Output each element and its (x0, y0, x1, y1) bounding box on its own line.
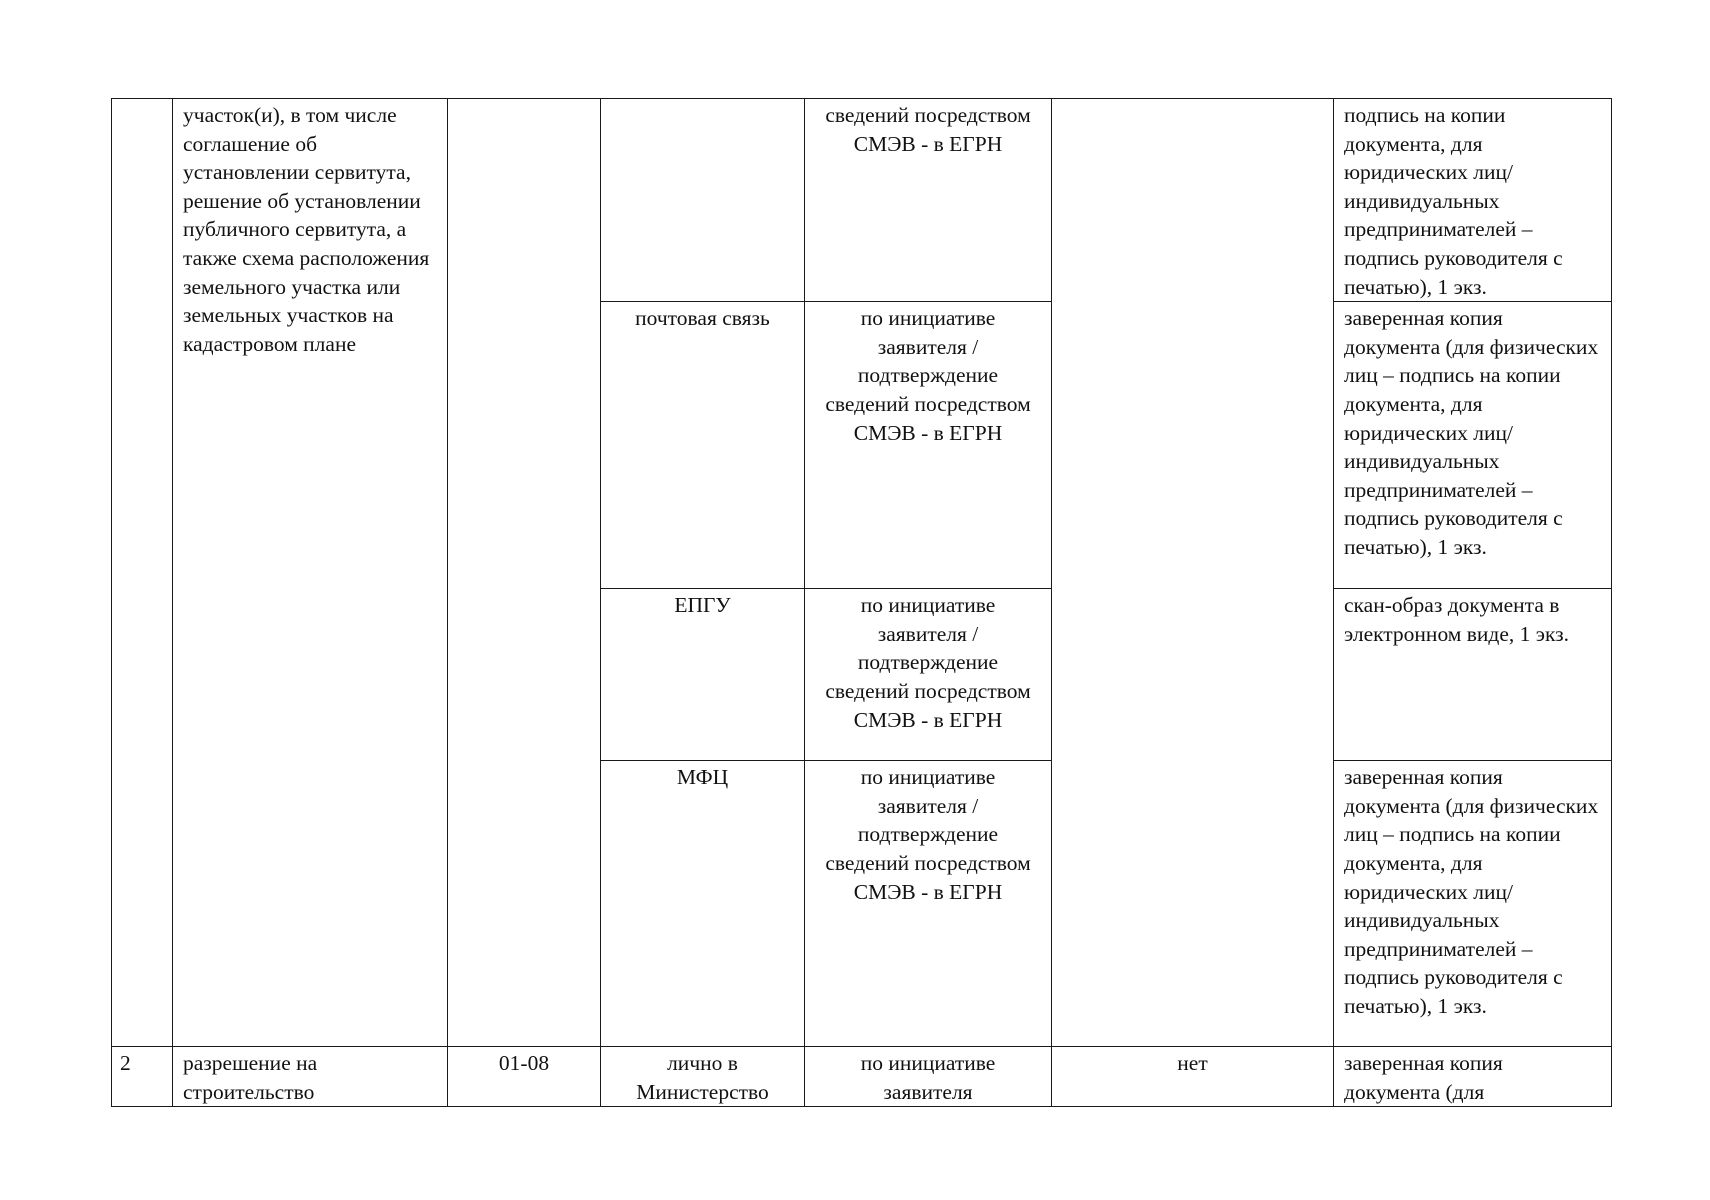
row-number-cell: 2 (112, 1047, 173, 1107)
submission-method-cell: лично в Министерство (601, 1047, 805, 1107)
submission-basis-cell: по инициативе заявителя (805, 1047, 1052, 1107)
extra-cell (1052, 99, 1334, 1047)
submission-method-cell: ЕПГУ (601, 589, 805, 761)
requirements-cell: заверенная копия документа (для (1334, 1047, 1612, 1107)
extra-cell: нет (1052, 1047, 1334, 1107)
submission-method-cell: почтовая связь (601, 302, 805, 589)
submission-basis-cell: по инициативе заявителя /подтверждение сведений посредством СМЭВ - в ЕГРН (805, 761, 1052, 1047)
document-table (111, 98, 1612, 1107)
submission-basis-cell: по инициативе заявителя /подтверждение сведений посредством СМЭВ - в ЕГРН (805, 589, 1052, 761)
table-row (112, 1047, 1612, 1107)
document-name-cell: разрешение на строительство (173, 1047, 448, 1107)
requirements-cell: подпись на копии документа, для юридических лиц/индивидуальных предпринимателей – подпись руководителя с печатью), 1 экз. (1334, 99, 1612, 302)
requirements-cell: заверенная копия документа (для физических лиц – подпись на копии документа, для юридических лиц/индивидуальных предпринимателей – подпись руководителя с печатью), 1 экз. (1334, 302, 1612, 589)
submission-method-cell (601, 99, 805, 302)
table-row (112, 99, 1612, 302)
submission-method-cell: МФЦ (601, 761, 805, 1047)
submission-basis-cell: по инициативе заявителя /подтверждение сведений посредством СМЭВ - в ЕГРН (805, 302, 1052, 589)
row-number-cell (112, 99, 173, 1047)
code-cell (448, 99, 601, 1047)
requirements-cell: заверенная копия документа (для физических лиц – подпись на копии документа, для юридических лиц/индивидуальных предпринимателей – подпись руководителя с печатью), 1 экз. (1334, 761, 1612, 1047)
document-name-cell: участок(и), в том числе соглашение об установлении сервитута, решение об установлении публичного сервитута, а также схема расположения земельного участка или земельных участков на кадастровом плане (173, 99, 448, 1047)
submission-basis-cell: сведений посредством СМЭВ - в ЕГРН (805, 99, 1052, 302)
requirements-cell: скан-образ документа в электронном виде, 1 экз. (1334, 589, 1612, 761)
code-cell: 01-08 (448, 1047, 601, 1107)
